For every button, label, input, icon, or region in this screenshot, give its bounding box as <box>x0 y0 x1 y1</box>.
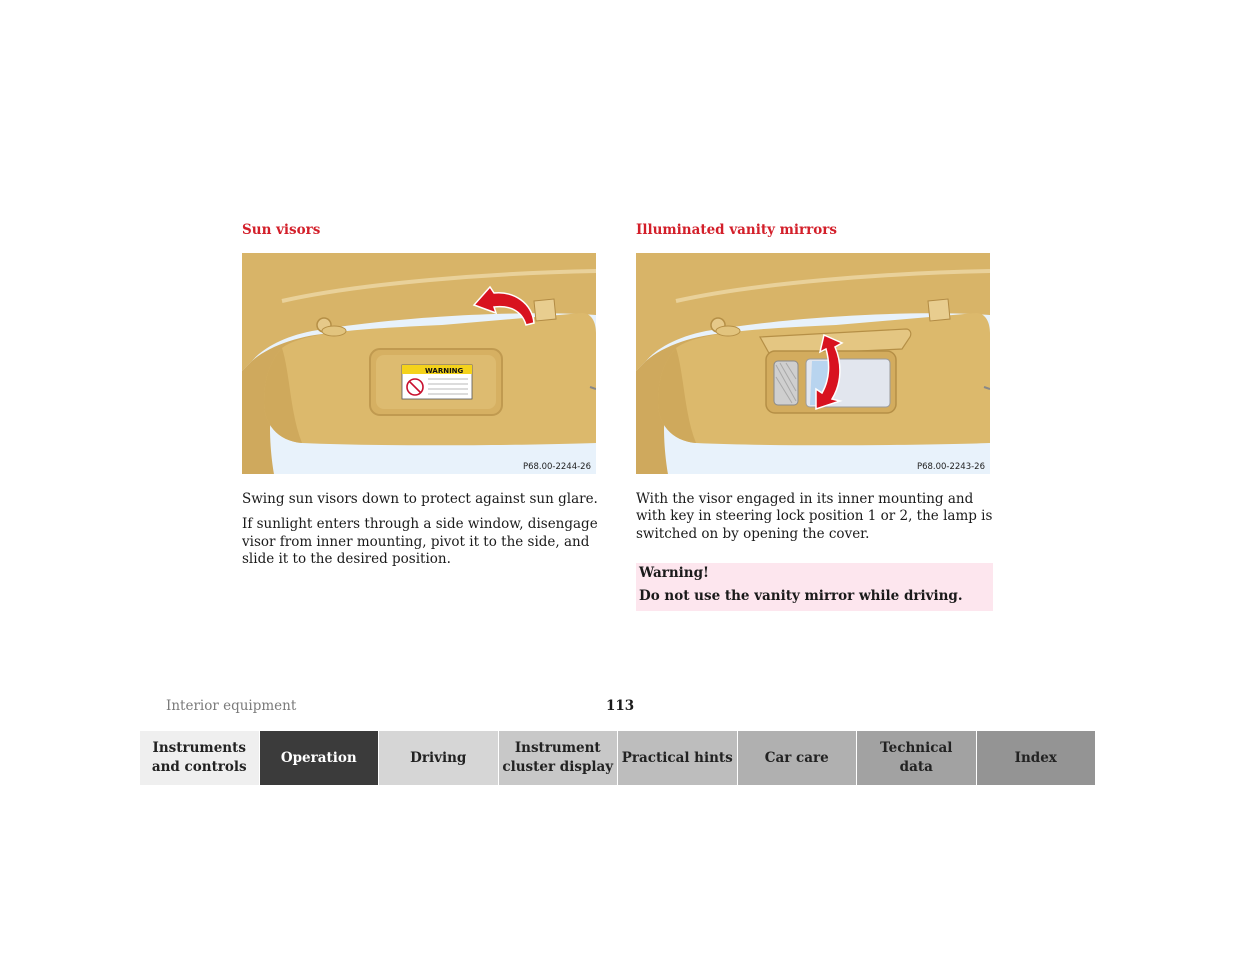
chapter-navigation <box>140 731 1095 785</box>
paragraph: With the visor engaged in its inner mounting and with key in steering lock position 1 or 2, the lamp is switched on by opening the cover. <box>636 491 993 542</box>
sun-visors-section <box>242 220 602 568</box>
nav-tab-instruments-and-controls[interactable]: Instruments and controls <box>140 731 260 785</box>
nav-tab-instrument-cluster-display[interactable]: Instrument cluster display <box>499 731 619 785</box>
warning-heading: Warning! <box>639 564 709 581</box>
vanity-mirror-drawing <box>636 253 990 474</box>
page-number: 113 <box>606 698 635 714</box>
section-title-sun-visors: Sun visors <box>242 222 321 238</box>
figure-code: P68.00-2244-26 <box>522 462 591 472</box>
vanity-mirrors-section <box>636 220 996 611</box>
chapter-label: Interior equipment <box>166 698 297 714</box>
warning-text: Do not use the vanity mirror while driving. <box>639 587 963 604</box>
nav-tab-driving[interactable]: Driving <box>379 731 499 785</box>
sun-visor-drawing <box>242 253 596 474</box>
label-warning-text: WARNING <box>425 367 464 375</box>
nav-tab-technical-data[interactable]: Technical data <box>857 731 977 785</box>
warning-box <box>636 563 993 611</box>
nav-tab-operation[interactable]: Operation <box>260 731 380 785</box>
nav-tab-index[interactable]: Index <box>977 731 1096 785</box>
nav-tab-practical-hints[interactable]: Practical hints <box>618 731 738 785</box>
vanity-mirror-illustration <box>636 253 990 474</box>
paragraph: Swing sun visors down to protect against sun glare. <box>242 491 598 507</box>
nav-tab-car-care[interactable]: Car care <box>738 731 858 785</box>
figure-code: P68.00-2243-26 <box>916 462 985 472</box>
sun-visor-illustration <box>242 253 596 474</box>
section-title-vanity-mirrors: Illuminated vanity mirrors <box>636 222 837 238</box>
paragraph: If sunlight enters through a side window, disengage visor from inner mounting, pivot it to the side, and slide it to the desired position. <box>242 516 598 567</box>
